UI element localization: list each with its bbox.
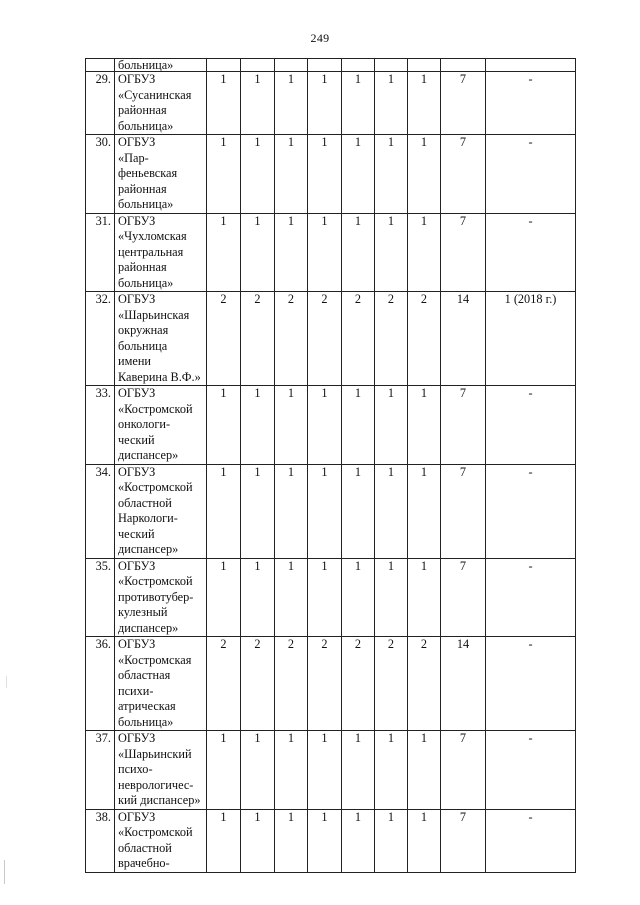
- institution-name-line: онкологи-: [118, 417, 171, 431]
- value-cell: 2: [408, 292, 441, 386]
- institution-name-line: ОГБУЗ: [118, 292, 156, 306]
- institution-name-line: диспансер»: [118, 542, 179, 556]
- value-cell: 1: [207, 72, 241, 135]
- value-cell: 1: [275, 558, 308, 637]
- value-cell: 1: [241, 809, 275, 872]
- value-cell: [308, 59, 342, 72]
- note-cell: -: [486, 637, 576, 731]
- institution-name: [115, 464, 207, 558]
- note-cell: -: [486, 809, 576, 872]
- value-cell: 2: [308, 637, 342, 731]
- note-cell: -: [486, 386, 576, 465]
- institution-name: [115, 637, 207, 731]
- value-cell: 1: [342, 731, 375, 810]
- value-cell: 1: [241, 213, 275, 292]
- institution-name-line: «Костромской: [118, 825, 193, 839]
- value-cell: 1: [342, 135, 375, 214]
- value-cell: 2: [342, 292, 375, 386]
- institution-name-line: областной: [118, 840, 172, 855]
- value-cell: 1: [375, 213, 408, 292]
- institution-name-line: «Шарьинская: [118, 307, 190, 322]
- table-row: [86, 809, 576, 872]
- institution-name-line: ОГБУЗ: [118, 637, 156, 651]
- institution-name-line: «Чухломская: [118, 229, 187, 243]
- row-number: [86, 59, 115, 72]
- value-cell: 1: [275, 72, 308, 135]
- value-cell: [207, 59, 241, 72]
- value-cell: 1: [408, 731, 441, 810]
- scan-artifact: [6, 676, 7, 688]
- table-row: [86, 558, 576, 637]
- value-cell: 1: [275, 731, 308, 810]
- institution-name-line: ОГБУЗ: [118, 135, 156, 149]
- institution-name: [115, 72, 207, 135]
- note-cell: -: [486, 135, 576, 214]
- total-cell: 7: [441, 386, 486, 465]
- institution-name-line: больница»: [118, 118, 174, 133]
- value-cell: 2: [275, 637, 308, 731]
- table-row: [86, 637, 576, 731]
- institution-name-line: феньевская: [118, 166, 178, 180]
- value-cell: 1: [375, 731, 408, 810]
- value-cell: 1: [241, 135, 275, 214]
- institution-name-line: атрическая: [118, 699, 176, 713]
- value-cell: 1: [308, 558, 342, 637]
- value-cell: 1: [375, 558, 408, 637]
- value-cell: 2: [241, 292, 275, 386]
- value-cell: 2: [375, 637, 408, 731]
- institution-name-line: больница»: [118, 197, 174, 211]
- value-cell: 1: [375, 135, 408, 214]
- value-cell: 2: [275, 292, 308, 386]
- value-cell: 1: [408, 135, 441, 214]
- institution-name-line: «Шарьинский: [118, 746, 192, 761]
- value-cell: 1: [207, 558, 241, 637]
- note-cell: [486, 59, 576, 72]
- value-cell: 1: [375, 464, 408, 558]
- institution-name: больница»: [115, 59, 207, 72]
- value-cell: 1: [342, 558, 375, 637]
- institution-name: [115, 135, 207, 214]
- institution-name: [115, 386, 207, 465]
- total-cell: 7: [441, 72, 486, 135]
- value-cell: 2: [375, 292, 408, 386]
- note-cell: -: [486, 72, 576, 135]
- value-cell: 1: [408, 72, 441, 135]
- value-cell: 1: [408, 464, 441, 558]
- institution-name-line: областной: [118, 495, 172, 510]
- institution-name-line: психо-: [118, 762, 153, 776]
- page-number: 249: [310, 31, 330, 45]
- institution-name-line: ческий: [118, 432, 155, 447]
- institution-name-line: районная: [118, 181, 167, 196]
- value-cell: 1: [207, 213, 241, 292]
- table-row: [86, 386, 576, 465]
- institution-name-line: Каверина В.Ф.»: [118, 369, 201, 384]
- note-cell: -: [486, 213, 576, 292]
- value-cell: 2: [342, 637, 375, 731]
- institution-name-line: диспансер»: [118, 448, 179, 462]
- scan-edge: [4, 860, 5, 884]
- value-cell: 1: [308, 464, 342, 558]
- table-row: [86, 464, 576, 558]
- value-cell: 2: [207, 292, 241, 386]
- table-row: [86, 135, 576, 214]
- value-cell: 1: [241, 558, 275, 637]
- value-cell: 1: [207, 731, 241, 810]
- institution-name-line: ОГБУЗ: [118, 213, 156, 228]
- total-cell: 7: [441, 135, 486, 214]
- row-number: 36.: [86, 637, 115, 731]
- institution-name-line: районная: [118, 103, 167, 117]
- value-cell: 1: [275, 213, 308, 292]
- value-cell: 1: [308, 213, 342, 292]
- table-row: [86, 731, 576, 810]
- value-cell: 1: [408, 809, 441, 872]
- institution-name-line: ОГБУЗ: [118, 558, 156, 573]
- institution-name-line: имени: [118, 354, 151, 368]
- value-cell: [275, 59, 308, 72]
- institution-name-line: «Костромской: [118, 401, 193, 416]
- total-cell: 14: [441, 637, 486, 731]
- institution-name-line: врачебно-: [118, 856, 170, 870]
- value-cell: 1: [342, 213, 375, 292]
- value-cell: 2: [241, 637, 275, 731]
- value-cell: 1: [342, 386, 375, 465]
- value-cell: 1: [408, 213, 441, 292]
- value-cell: [342, 59, 375, 72]
- institution-name-line: «Костромской: [118, 574, 193, 588]
- row-number: 35.: [86, 558, 115, 637]
- total-cell: 7: [441, 558, 486, 637]
- institution-name-line: ОГБУЗ: [118, 731, 156, 745]
- value-cell: 1: [408, 386, 441, 465]
- institution-name-line: кий диспансер»: [118, 793, 201, 807]
- value-cell: [375, 59, 408, 72]
- table-row: [86, 292, 576, 386]
- row-number: 30.: [86, 135, 115, 214]
- value-cell: 1: [207, 809, 241, 872]
- value-cell: 1: [275, 809, 308, 872]
- row-number: 31.: [86, 213, 115, 292]
- value-cell: 1: [408, 558, 441, 637]
- value-cell: 1: [207, 464, 241, 558]
- institution-name-line: ческий: [118, 526, 155, 541]
- value-cell: 1: [241, 386, 275, 465]
- value-cell: 1: [241, 464, 275, 558]
- value-cell: 1: [375, 386, 408, 465]
- institution-name-line: центральная: [118, 244, 184, 259]
- institution-name-line: Наркологи-: [118, 511, 178, 525]
- institution-name-line: ОГБУЗ: [118, 464, 156, 479]
- value-cell: 1: [308, 731, 342, 810]
- value-cell: [408, 59, 441, 72]
- note-cell: -: [486, 558, 576, 637]
- total-cell: 7: [441, 464, 486, 558]
- institution-name-line: «Костромской: [118, 480, 193, 494]
- total-cell: 7: [441, 731, 486, 810]
- value-cell: 1: [241, 72, 275, 135]
- value-cell: 2: [408, 637, 441, 731]
- institution-name-line: диспансер»: [118, 620, 179, 635]
- row-number: 33.: [86, 386, 115, 465]
- institution-name-line: областная: [118, 668, 171, 682]
- value-cell: 1: [375, 809, 408, 872]
- table-body: [86, 59, 576, 873]
- row-number: 32.: [86, 292, 115, 386]
- value-cell: 1: [375, 72, 408, 135]
- allocation-table: [85, 58, 576, 873]
- value-cell: 2: [308, 292, 342, 386]
- value-cell: 1: [275, 135, 308, 214]
- institution-name-line: психи-: [118, 683, 154, 698]
- note-cell: -: [486, 464, 576, 558]
- value-cell: [241, 59, 275, 72]
- value-cell: 1: [342, 72, 375, 135]
- institution-name-line: противотубер-: [118, 589, 194, 604]
- value-cell: 1: [275, 386, 308, 465]
- value-cell: 1: [342, 464, 375, 558]
- note-cell: 1 (2018 г.): [486, 292, 576, 386]
- total-cell: 14: [441, 292, 486, 386]
- institution-name-line: ОГБУЗ: [118, 386, 156, 400]
- total-cell: [441, 59, 486, 72]
- note-cell: -: [486, 731, 576, 810]
- value-cell: 1: [207, 386, 241, 465]
- institution-name-line: «Сусанинская: [118, 87, 192, 102]
- value-cell: 1: [275, 464, 308, 558]
- institution-name: [115, 558, 207, 637]
- value-cell: 1: [207, 135, 241, 214]
- institution-name-line: больница»: [118, 714, 174, 729]
- institution-name-line: кулезный: [118, 605, 168, 619]
- institution-name-line: ОГБУЗ: [118, 809, 156, 824]
- institution-name-line: районная: [118, 260, 167, 274]
- institution-name-line: «Пар-: [118, 150, 149, 165]
- institution-name: [115, 292, 207, 386]
- institution-name-line: окружная: [118, 323, 169, 337]
- institution-name-line: «Костромская: [118, 652, 192, 667]
- value-cell: 1: [308, 386, 342, 465]
- value-cell: 1: [342, 809, 375, 872]
- row-number: 29.: [86, 72, 115, 135]
- row-number: 38.: [86, 809, 115, 872]
- institution-name: [115, 213, 207, 292]
- value-cell: 1: [308, 135, 342, 214]
- institution-name-line: ОГБУЗ: [118, 72, 156, 86]
- total-cell: 7: [441, 809, 486, 872]
- institution-name: [115, 809, 207, 872]
- value-cell: 1: [308, 809, 342, 872]
- institution-name-line: больница: [118, 338, 168, 353]
- institution-name: [115, 731, 207, 810]
- table-row-fragment: [86, 59, 576, 72]
- total-cell: 7: [441, 213, 486, 292]
- institution-name-line: больница»: [118, 275, 174, 290]
- row-number: 34.: [86, 464, 115, 558]
- table-row: [86, 72, 576, 135]
- value-cell: 1: [241, 731, 275, 810]
- value-cell: 1: [308, 72, 342, 135]
- table-row: [86, 213, 576, 292]
- value-cell: 2: [207, 637, 241, 731]
- row-number: 37.: [86, 731, 115, 810]
- institution-name-line: неврологичес-: [118, 777, 194, 792]
